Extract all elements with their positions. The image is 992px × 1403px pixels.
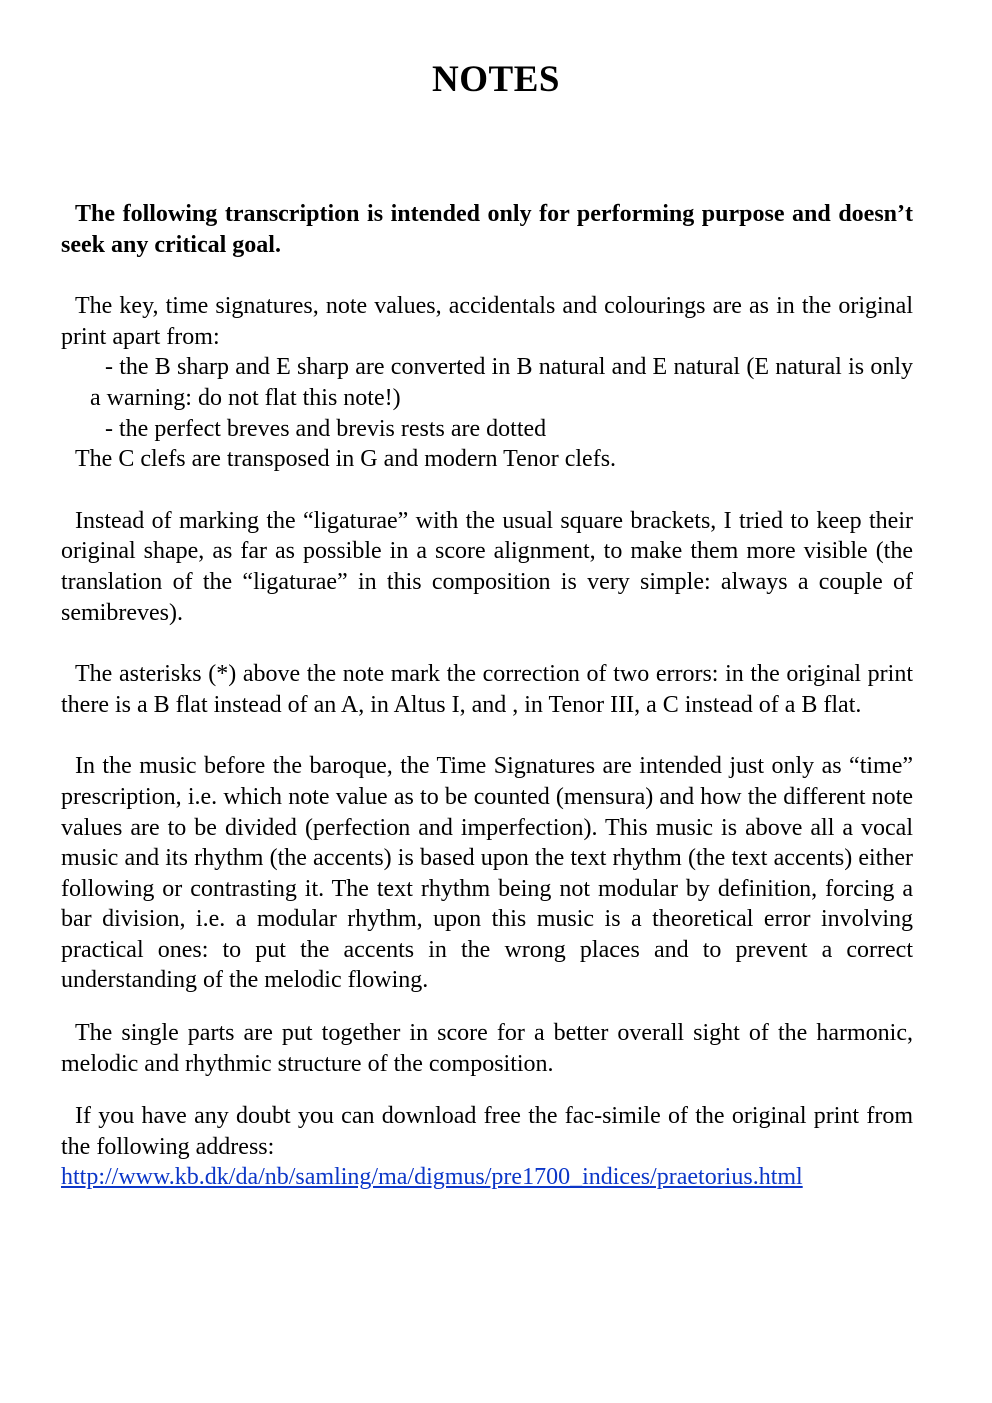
list-item: - the perfect breves and brevis rests are dotted — [105, 415, 547, 442]
intro-paragraph: The following transcription is intended only for performing purpose and doesn’t seek any critical goal. — [61, 201, 913, 258]
download-paragraph — [61, 1101, 913, 1193]
time-signatures-paragraph: In the music before the baroque, the Time Signatures are intended just only as “time” prescription, i.e. which note value as to be counted (mensura) and how the different note values are to be divided (perfection and imperfection). This music is above all a vocal music and its rhythm (the accents) is based upon the text rhythm (the text accents) either following or contrasting it. The text rhythm being not modular by definition, forcing a bar division, i.e. a modular rhythm, upon this music is a theoretical error involving practical ones: to put the accents in the wrong places and to prevent a correct understanding of the melodic flowing. — [61, 753, 913, 994]
score-paragraph: The single parts are put together in score for a better overall sight of the harmonic, melodic and rhythmic structure of the composition. — [61, 1020, 913, 1077]
facsimile-link[interactable]: http://www.kb.dk/da/nb/samling/ma/digmus/pre1700_indices/praetorius.html — [61, 1164, 803, 1191]
ligaturae-paragraph: Instead of marking the “ligaturae” with the usual square brackets, I tried to keep their original shape, as far as possible in a score alignment, to make them more visible (the translation of the “ligaturae” in this composition is very simple: always a couple of semibreves). — [61, 507, 913, 626]
clefs-paragraph: The C clefs are transposed in G and modern Tenor clefs. — [75, 446, 617, 473]
notes-body — [61, 199, 913, 1193]
page-title: NOTES — [432, 59, 560, 100]
list-item: - the B sharp and E sharp are converted in B natural and E natural (E natural is only a warning: do not flat this note!) — [90, 354, 913, 411]
download-text: If you have any doubt you can download free the fac-simile of the original print from the following address: — [61, 1103, 913, 1160]
asterisks-paragraph: The asterisks (*) above the note mark the correction of two errors: in the original print there is a B flat instead of an A, in Altus I, and , in Tenor III, a C instead of a B flat. — [61, 661, 913, 718]
exceptions-list — [61, 352, 913, 444]
key-paragraph: The key, time signatures, note values, accidentals and colourings are as in the original print apart from: — [61, 293, 913, 350]
